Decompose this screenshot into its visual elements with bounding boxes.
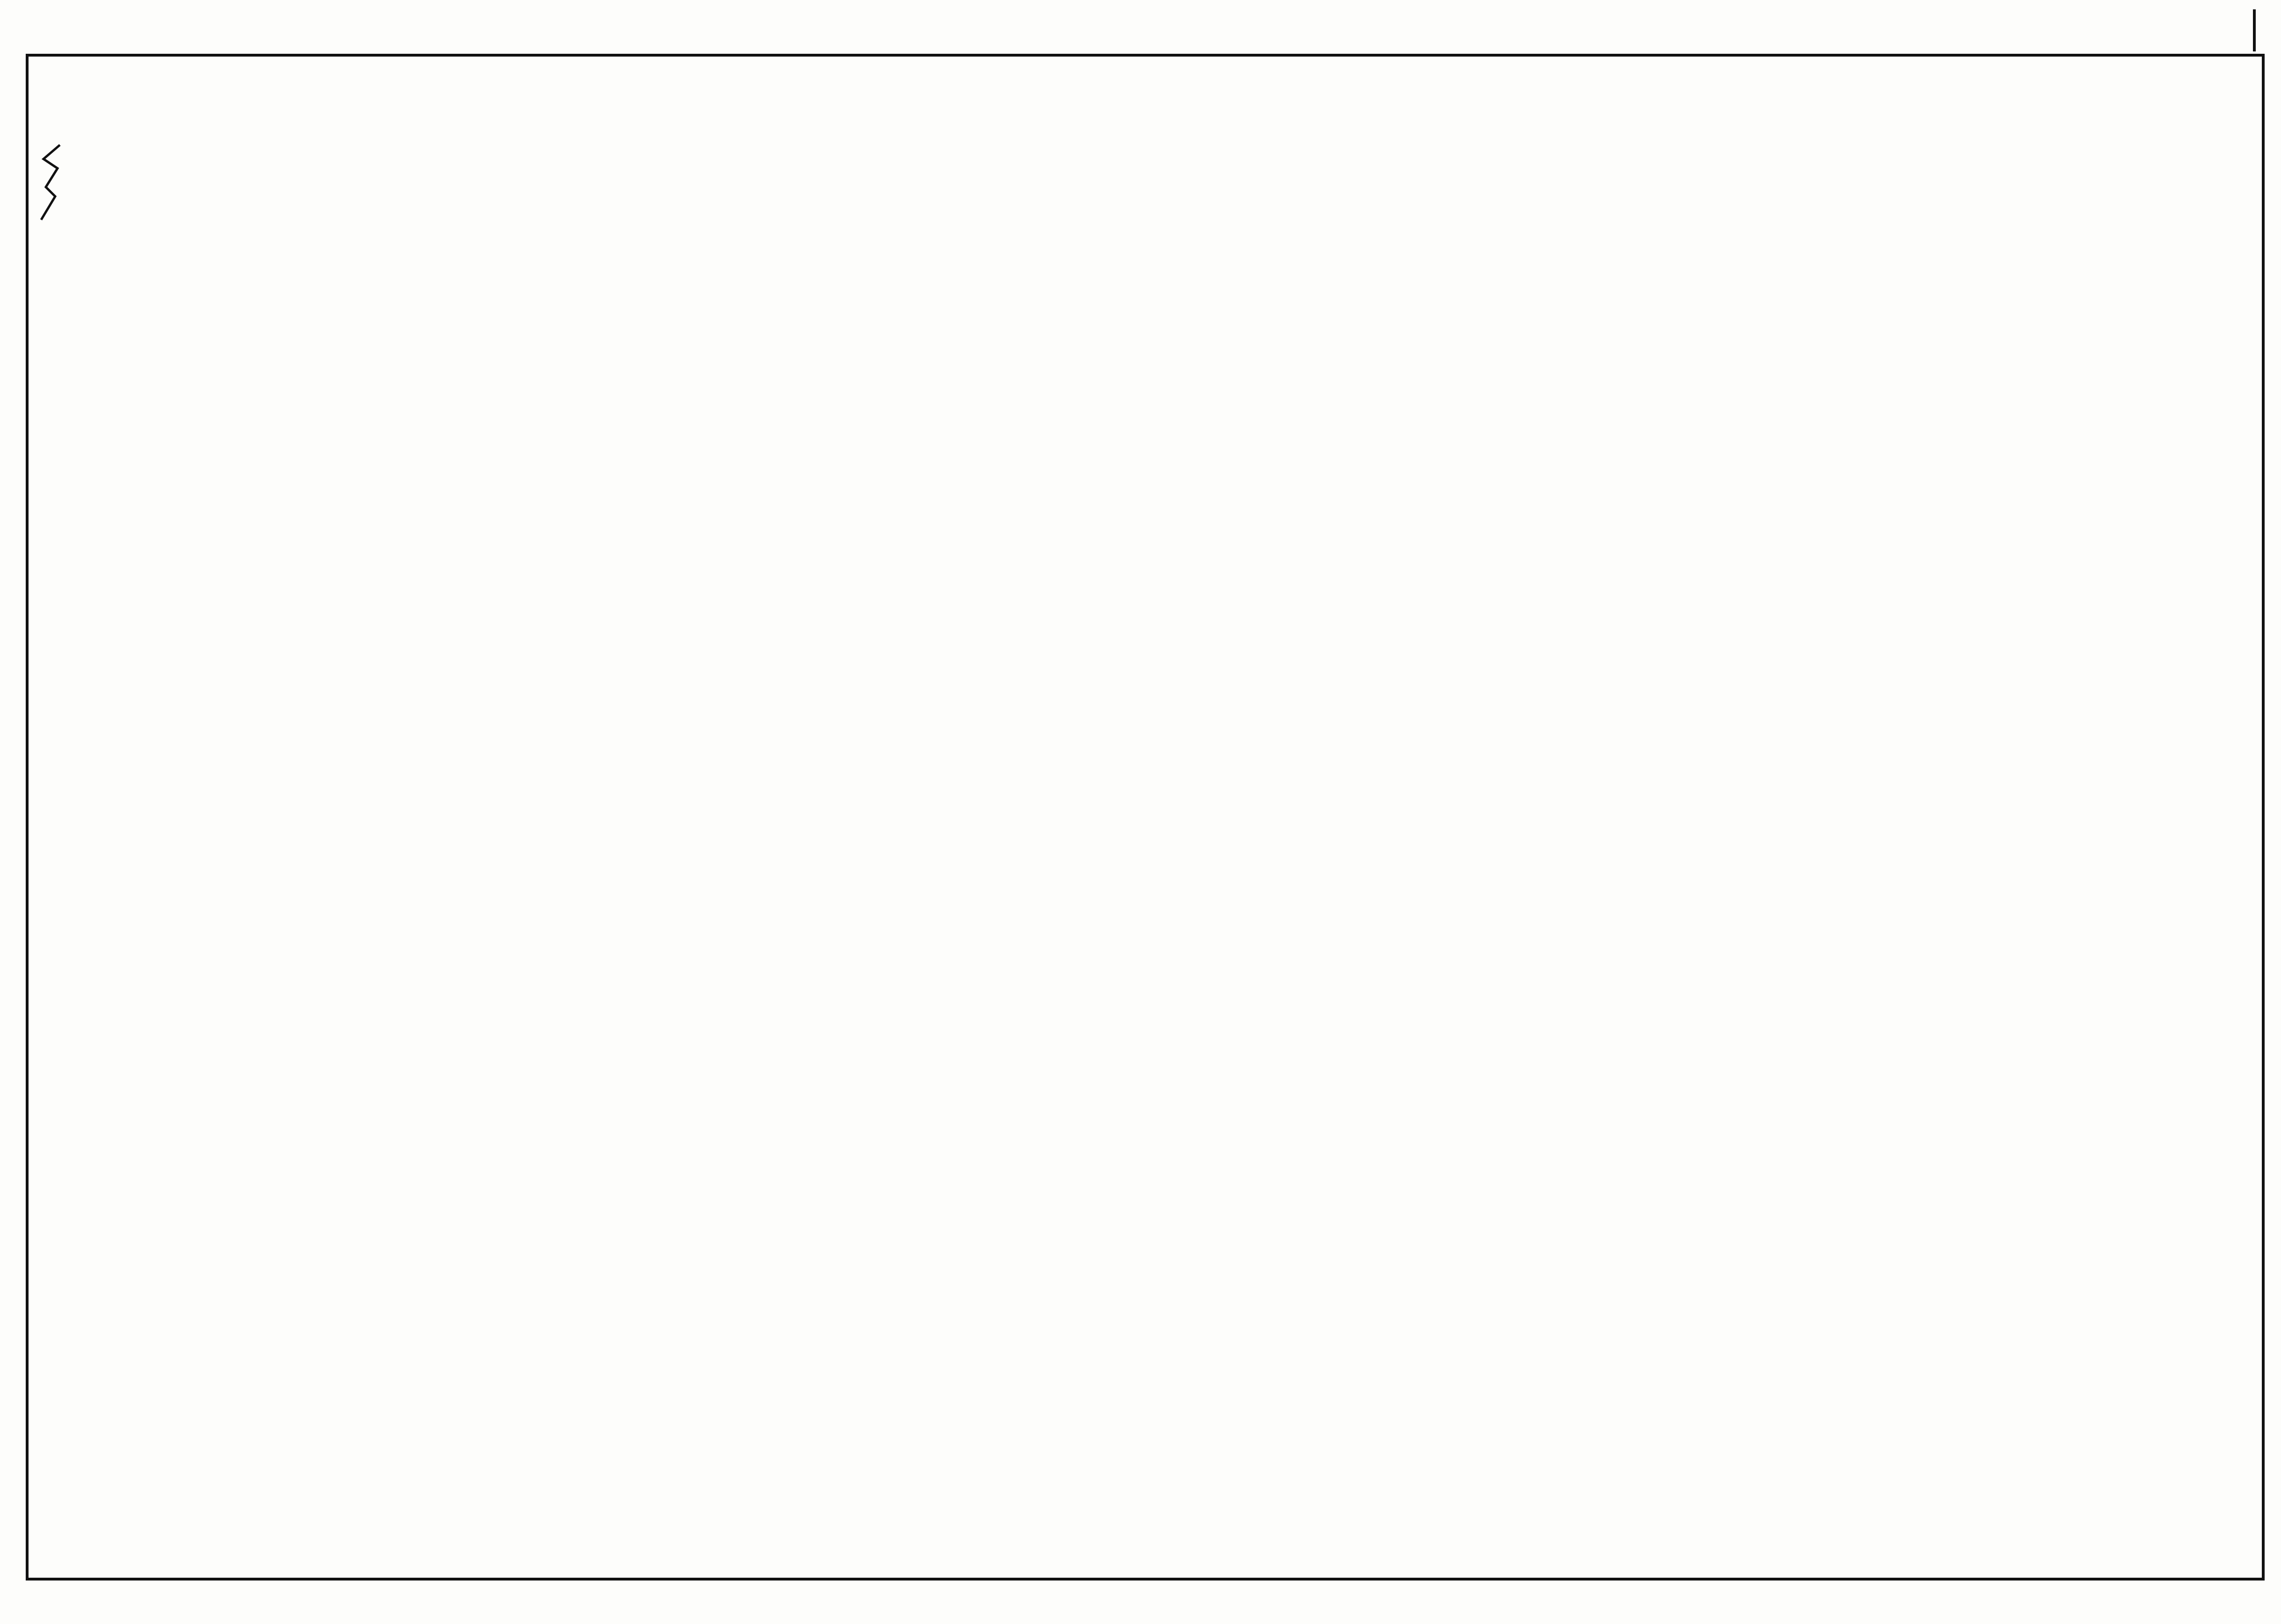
table-frame bbox=[26, 54, 2265, 1581]
sheet-number bbox=[2253, 9, 2262, 51]
